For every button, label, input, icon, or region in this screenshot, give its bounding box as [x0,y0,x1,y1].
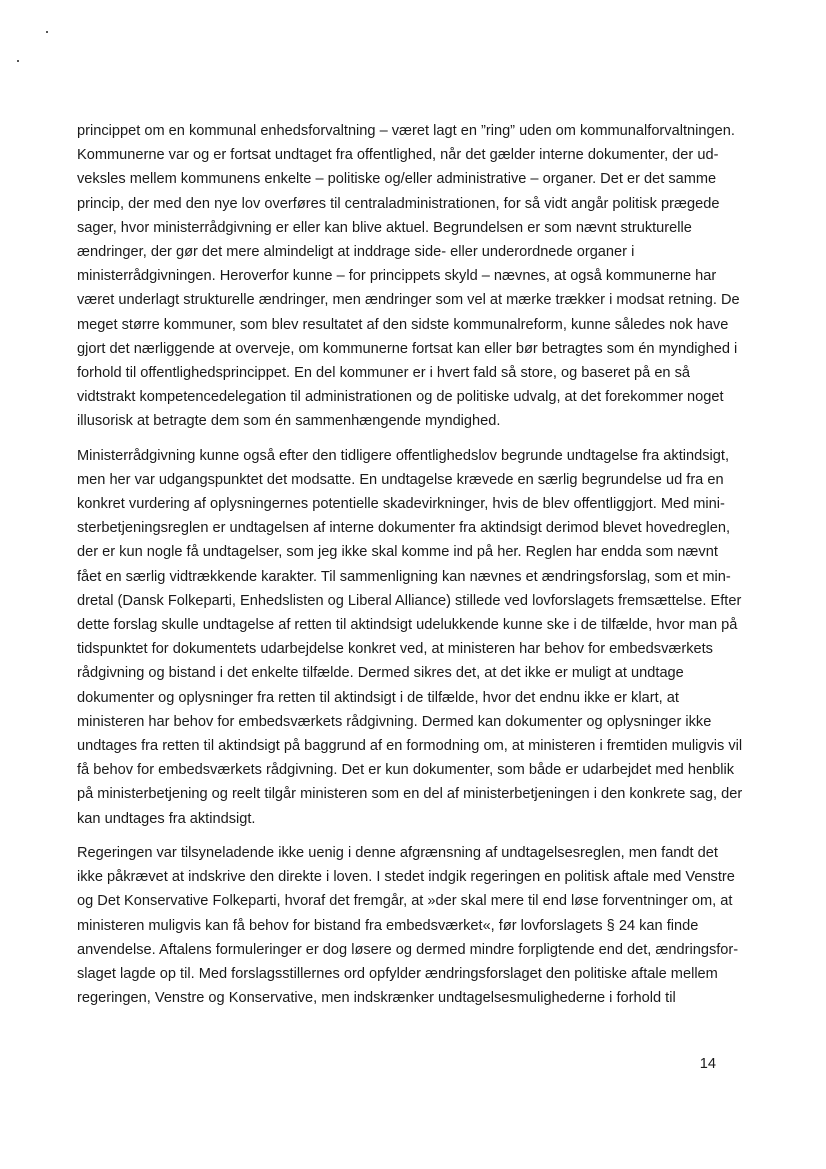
text-line: få behov for embedsværkets rådgivning. Det er kun dokumenter, som både er udarbejdet med henblik [77,762,735,779]
text-line: rådgivning og bistand i det enkelte tilfælde. Dermed sikres det, at det ikke er muligt at undtage [77,665,684,682]
text-line: meget større kommuner, som blev resultatet af den sidste kommunalreform, kunne således nok have [77,316,729,333]
text-line: undtages fra retten til aktindsigt på baggrund af en formodning om, at ministeren i fremtiden muligvis vil [77,738,743,755]
scan-speck [17,60,19,62]
scan-speck [46,31,48,33]
text-line: ændringer, der gør det mere almindeligt at inddrage side- eller underordnede organer i [77,244,635,261]
text-line: dokumenter og oplysninger fra retten til aktindsigt i de tilfælde, hvor det endnu ikke er klart, at [77,689,679,706]
text-line: veksles mellem kommunens enkelte – politiske og/eller administrative – organer. Det er det samme [77,171,717,188]
text-line: været underlagt strukturelle ændringer, men ændringer som vel at mærke trækker i modsat retning. De [77,292,740,309]
text-line: princippet om en kommunal enhedsforvaltning – været lagt en ”ring” uden om kommunalforvaltningen. [77,123,735,139]
text-line: gjort det nærliggende at overveje, om kommunerne fortsat kan eller bør betragtes som én myndighed i [77,340,738,357]
text-line: ikke påkrævet at indskrive den direkte i loven. I stedet indgik regeringen en politisk aftale med Venstre [77,869,735,886]
text-line: ministeren muligvis kan få behov for bistand fra embedsværket«, før lovforslagets § 24 kan finde [77,917,699,934]
text-line: regeringen, Venstre og Konservative, men indskrænker undtagelsesmulighederne i forhold til [77,990,676,1007]
text-line: dette forslag skulle undtagelse af retten til aktindsigt udelukkende kunne ske i de tilfælde, hvor man på [77,617,738,634]
document-body [77,119,745,1010]
text-line: Kommunerne var og er fortsat undtaget fra offentlighed, når det gælder interne dokumenter, der ud- [77,147,719,164]
text-line: Regeringen var tilsyneladende ikke uenig i denne afgrænsning af undtagelsesreglen, men fandt det [77,844,718,861]
text-line: der er kun nogle få undtagelser, som jeg ikke skal komme ind på her. Reglen har endda som nævnt [77,544,718,561]
text-line: Ministerrådgivning kunne også efter den tidligere offentlighedslov begrunde undtagelse fra aktindsigt, [77,447,730,464]
text-line: sager, hvor ministerrådgivning er eller kan blive aktuel. Begrundelsen er som nævnt strukturelle [77,219,692,236]
text-line: sterbetjeningsreglen er undtagelsen af interne dokumenter fra aktindsigt derimod blevet hovedreglen, [77,520,731,537]
text-line: på ministerbetjening og reelt tilgår ministeren som en del af ministerbetjeningen i den konkrete sag, der [77,786,743,803]
text-line: fået en særlig vidtrækkende karakter. Til sammenligning kan nævnes et ændringsforslag, som et min- [77,568,731,585]
text-line: konkret vurdering af oplysningernes potentielle skadevirkninger, hvis de blev offentliggjort. Med mini- [77,496,725,513]
text-line: ministeren har behov for embedsværkets rådgivning. Dermed kan dokumenter og oplysninger ikke [77,713,712,730]
text-line: vidtstrakt kompetencedelegation til administrationen og de politiske udvalg, at det forekommer noget [77,389,724,406]
text-line: og Det Konservative Folkeparti, hvoraf det fremgår, at »der skal mere til end løse forventninger om, at [77,893,733,910]
text-line: illusorisk at betragte dem som én sammenhængende myndighed. [77,413,501,430]
page-number: 14 [699,1056,716,1072]
text-line: men her var udgangspunktet det modsatte. En undtagelse krævede en særlig begrundelse ud fra en [77,471,724,488]
paragraph [77,119,745,434]
text-line: slaget lagde op til. Med forslagsstillernes ord opfylder ændringsforslaget den politiske aftale mellem [77,965,718,982]
paragraph [77,841,745,1010]
paragraph [77,444,745,831]
text-line: princip, der med den nye lov overføres til centraladministrationen, for så vidt angår politisk prægede [77,195,720,212]
text-line: forhold til offentlighedsprincippet. En del kommuner er i hvert fald så store, og baseret på en så [77,365,691,382]
text-line: dretal (Dansk Folkeparti, Enhedslisten og Liberal Alliance) stillede ved lovforslagets fremsættelse. Efter [77,592,742,609]
text-line: kan undtages fra aktindsigt. [77,810,256,827]
text-line: anvendelse. Aftalens formuleringer er dog løsere og dermed mindre forpligtende end det, ændringsfor- [77,941,739,958]
text-line: ministerrådgivningen. Heroverfor kunne – for princippets skyld – nævnes, at også kommunerne har [77,268,717,285]
text-line: tidspunktet for dokumentets udarbejdelse konkret ved, at ministeren har behov for embedsværkets [77,641,713,658]
